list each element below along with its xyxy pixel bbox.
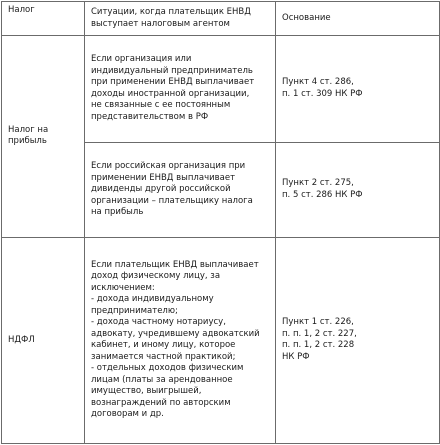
table-row <box>2 36 440 143</box>
situation-cell: Если организация или индивидуальный предприниматель при применении ЕНВД выплачивает доходы иностранной организации, не связанные с ее постоянным представительством в РФ <box>85 36 276 143</box>
situation-cell: Если плательщик ЕНВД выплачивает доход физическому лицу, за исключением: - дохода индивидуальному предпринимателю; - дохода частному нотариусу, адвокату, учредившему адвокатский кабинет, и иному лицу, которое занимается частной практикой; - отдельных доходов физическим лицам (платы за арендованное имущество, выигрышей, вознаграждений по авторским договорам и др. <box>85 237 276 443</box>
header-situations: Ситуации, когда плательщик ЕНВД выступает налоговым агентом <box>85 2 276 36</box>
header-basis: Основание <box>276 2 440 36</box>
tax-cell-ndfl: НДФЛ <box>2 237 85 443</box>
table-row <box>2 237 440 443</box>
table-body <box>2 36 440 444</box>
basis-cell: Пункт 4 ст. 286, п. 1 ст. 309 НК РФ <box>276 36 440 143</box>
situation-cell: Если российская организация при применении ЕНВД выплачивает дивиденды другой российской организации – плательщику налога на прибыль <box>85 142 276 237</box>
basis-cell: Пункт 2 ст. 275, п. 5 ст. 286 НК РФ <box>276 142 440 237</box>
table-header <box>2 2 440 36</box>
header-tax: Налог <box>2 2 85 36</box>
tax-cell-profit: Налог на прибыль <box>2 36 85 238</box>
basis-cell: Пункт 1 ст. 226, п. п. 1, 2 ст. 227, п. п. 1, 2 ст. 228 НК РФ <box>276 237 440 443</box>
header-row <box>2 2 440 36</box>
tax-agent-table <box>1 1 440 444</box>
